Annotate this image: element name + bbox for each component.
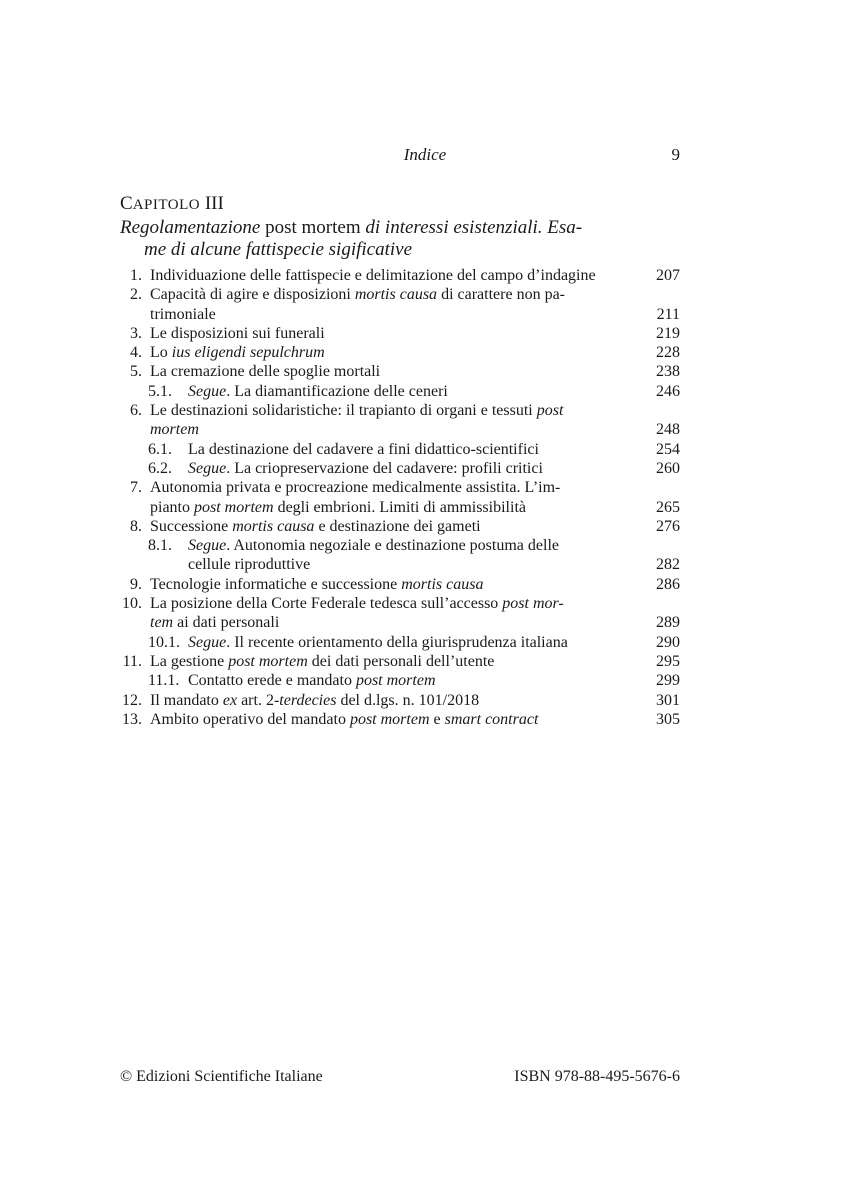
toc-entry-continuation	[120, 420, 680, 439]
toc-entry-title	[188, 440, 539, 459]
toc-entry-title	[150, 305, 216, 324]
toc-entry-title	[188, 459, 543, 478]
text-run: . Il recente orientamento della giurisprudenza italiana	[226, 633, 568, 651]
toc-entry-number: 2.	[130, 286, 142, 304]
text-run: Il mandato	[150, 691, 223, 709]
toc-entry	[120, 575, 680, 594]
text-run: La destinazione del cadavere a fini didattico-scientifici	[188, 440, 539, 458]
chapter-label	[120, 193, 224, 215]
text-run: . La diamantificazione delle ceneri	[226, 382, 448, 400]
toc-entry-number: 11.	[122, 652, 142, 670]
page-number: 9	[671, 145, 680, 164]
toc-entry-page: 276	[656, 517, 680, 535]
text-run: Capacità di agire e disposizioni	[150, 286, 355, 304]
toc-entry-title	[150, 498, 526, 517]
toc-entry-title	[150, 362, 380, 381]
text-run: post mortem	[355, 672, 436, 690]
chapter-label-initial: C	[120, 193, 133, 214]
text-run: dei dati personali dell’utente	[307, 652, 495, 670]
toc-entry	[120, 652, 680, 671]
toc-entry-page: 260	[656, 459, 680, 477]
toc-entry-continuation	[120, 305, 680, 324]
toc-entry	[120, 517, 680, 536]
text-run: Lo	[150, 344, 172, 362]
toc-entry-number: 12.	[122, 691, 142, 709]
text-run: mortis causa	[232, 517, 315, 535]
toc-entry	[120, 266, 680, 285]
toc-entry-title	[150, 401, 563, 420]
toc-entry-number: 7.	[130, 479, 142, 497]
toc-entry	[120, 710, 680, 729]
toc-entry-page: 238	[656, 363, 680, 381]
text-run: ex	[222, 691, 238, 709]
toc-entry-page: 305	[656, 710, 680, 728]
toc-entry-number: 8.1.	[148, 537, 172, 555]
text-run: post mortem	[194, 498, 274, 516]
toc-entry-page: 265	[656, 498, 680, 516]
text-run: trimoniale	[150, 305, 216, 323]
toc-entry-title	[150, 285, 565, 304]
text-run: mortis causa	[354, 286, 438, 304]
text-run: Le destinazioni solidaristiche: il trapianto di organi e tessuti	[150, 402, 537, 420]
text-run: post mortem	[349, 710, 430, 728]
text-run: mortem	[150, 421, 199, 439]
text-run: Le disposizioni sui funerali	[150, 324, 325, 342]
toc-entry-title	[188, 671, 436, 690]
toc-entry-page: 295	[656, 652, 680, 670]
running-header-title: Indice	[403, 145, 447, 164]
text-run: di carattere non pa-	[437, 286, 565, 304]
toc-entry-title	[188, 536, 559, 555]
chapter-title	[120, 217, 620, 261]
toc-entry-number: 9.	[130, 575, 142, 593]
toc-entry	[120, 324, 680, 343]
text-run: . Autonomia negoziale e destinazione postuma delle	[226, 537, 559, 555]
text-run: del d.lgs. n. 101/2018	[336, 691, 480, 709]
toc-entry-number: 10.1.	[148, 633, 180, 651]
toc-entry	[120, 343, 680, 362]
text-run: di interessi esistenziali. Esa-	[365, 217, 583, 238]
text-run: mortis causa	[401, 575, 484, 593]
chapter-title-line-1	[120, 217, 620, 239]
toc-entry	[120, 691, 680, 710]
toc-entry-page: 290	[656, 633, 680, 651]
toc-entry-number: 6.1.	[148, 440, 172, 458]
text-run: e destinazione dei gameti	[314, 517, 481, 535]
toc-entry-page: 219	[656, 324, 680, 342]
toc-entry-page: 246	[656, 382, 680, 400]
text-run: Segue	[188, 382, 227, 400]
text-run: post mortem	[260, 217, 366, 238]
toc-entry-page: 299	[656, 672, 680, 690]
text-run: La cremazione delle spoglie mortali	[150, 363, 381, 381]
table-of-contents	[120, 266, 680, 729]
toc-entry-page: 207	[656, 267, 680, 284]
toc-entry-page: 211	[656, 305, 680, 323]
toc-entry-number: 5.	[130, 363, 142, 381]
text-run: post	[536, 402, 564, 420]
text-run: ai dati personali	[173, 614, 280, 632]
toc-entry-page: 286	[656, 575, 680, 593]
text-run: . La criopreservazione del cadavere: profili critici	[226, 459, 543, 477]
toc-entry-title	[150, 710, 538, 729]
text-run: Successione	[150, 517, 233, 535]
text-run: art. 2-	[237, 691, 280, 709]
text-run: degli embrioni. Limiti di ammissibilità	[273, 498, 526, 516]
toc-entry	[120, 478, 680, 497]
toc-entry-continuation	[120, 498, 680, 517]
toc-entry	[120, 440, 680, 459]
chapter-title-line-2	[120, 239, 620, 261]
text-run: Segue	[188, 537, 227, 555]
toc-entry-title	[150, 594, 564, 613]
text-run: Segue	[188, 633, 227, 651]
toc-entry-number: 13.	[122, 710, 142, 728]
text-run: Autonomia privata e procreazione medicalmente assistita. L’im-	[150, 479, 561, 497]
toc-entry	[120, 382, 680, 401]
toc-entry	[120, 536, 680, 555]
toc-entry-title	[188, 555, 310, 574]
text-run: Individuazione delle fattispecie e delimitazione del campo d’indagine	[150, 267, 596, 284]
toc-entry-title	[150, 691, 479, 710]
toc-entry-title	[188, 382, 448, 401]
text-run: Segue	[188, 459, 227, 477]
toc-entry-title	[150, 324, 325, 343]
toc-entry-continuation	[120, 555, 680, 574]
toc-entry-page: 301	[656, 691, 680, 709]
toc-entry	[120, 362, 680, 381]
toc-entry	[120, 671, 680, 690]
text-run: e	[429, 710, 445, 728]
toc-entry-page: 254	[656, 440, 680, 458]
toc-entry-number: 4.	[130, 344, 142, 362]
toc-entry-page: 282	[656, 556, 680, 574]
toc-entry-page: 289	[656, 614, 680, 632]
text-run: La gestione	[150, 652, 229, 670]
text-run: smart contract	[444, 710, 539, 728]
toc-entry-number: 8.	[130, 517, 142, 535]
toc-entry-title	[150, 575, 483, 594]
toc-entry-number: 11.1.	[148, 672, 180, 690]
toc-entry	[120, 459, 680, 478]
text-run: post mortem	[228, 652, 308, 670]
toc-entry-continuation	[120, 613, 680, 632]
toc-entry-page: 228	[656, 344, 680, 362]
text-run: tem	[150, 614, 174, 632]
toc-entry	[120, 285, 680, 304]
text-run: post mor-	[502, 595, 564, 613]
toc-entry-number: 10.	[122, 595, 142, 613]
toc-entry-page: 248	[656, 421, 680, 439]
toc-entry-number: 5.1.	[148, 382, 172, 400]
toc-entry-number: 6.2.	[148, 459, 172, 477]
text-run: me di alcune fattispecie sigificative	[144, 239, 413, 260]
toc-entry-title	[150, 478, 560, 497]
toc-entry	[120, 594, 680, 613]
text-run: Contatto erede e mandato	[188, 672, 356, 690]
footer-isbn: ISBN 978-88-495-5676-6	[514, 1068, 680, 1085]
toc-entry-number: 6.	[130, 402, 142, 420]
toc-entry-title	[150, 613, 279, 632]
text-run: cellule riproduttive	[188, 556, 311, 574]
text-run: pianto	[150, 498, 194, 516]
toc-entry-number: 3.	[130, 324, 142, 342]
toc-entry-title	[150, 652, 494, 671]
toc-entry-title	[150, 266, 596, 285]
text-run: La posizione della Corte Federale tedesca sull’accesso	[150, 595, 503, 613]
footer-publisher: © Edizioni Scientifiche Italiane	[120, 1068, 323, 1085]
toc-entry-title	[150, 517, 481, 536]
toc-entry-title	[150, 343, 325, 362]
toc-entry	[120, 401, 680, 420]
chapter-label-smallcaps: APITOLO	[132, 197, 201, 213]
text-run: Tecnologie informatiche e successione	[150, 575, 402, 593]
toc-entry-title	[188, 633, 568, 652]
text-run: Regolamentazione	[120, 217, 261, 238]
toc-entry-title	[150, 420, 199, 439]
text-run: Ambito operativo del mandato	[150, 710, 350, 728]
toc-entry-number: 1.	[130, 267, 142, 284]
chapter-label-numeral: III	[200, 193, 224, 214]
text-run: ius eligendi sepulchrum	[171, 344, 325, 362]
toc-entry	[120, 633, 680, 652]
text-run: terdecies	[279, 691, 337, 709]
